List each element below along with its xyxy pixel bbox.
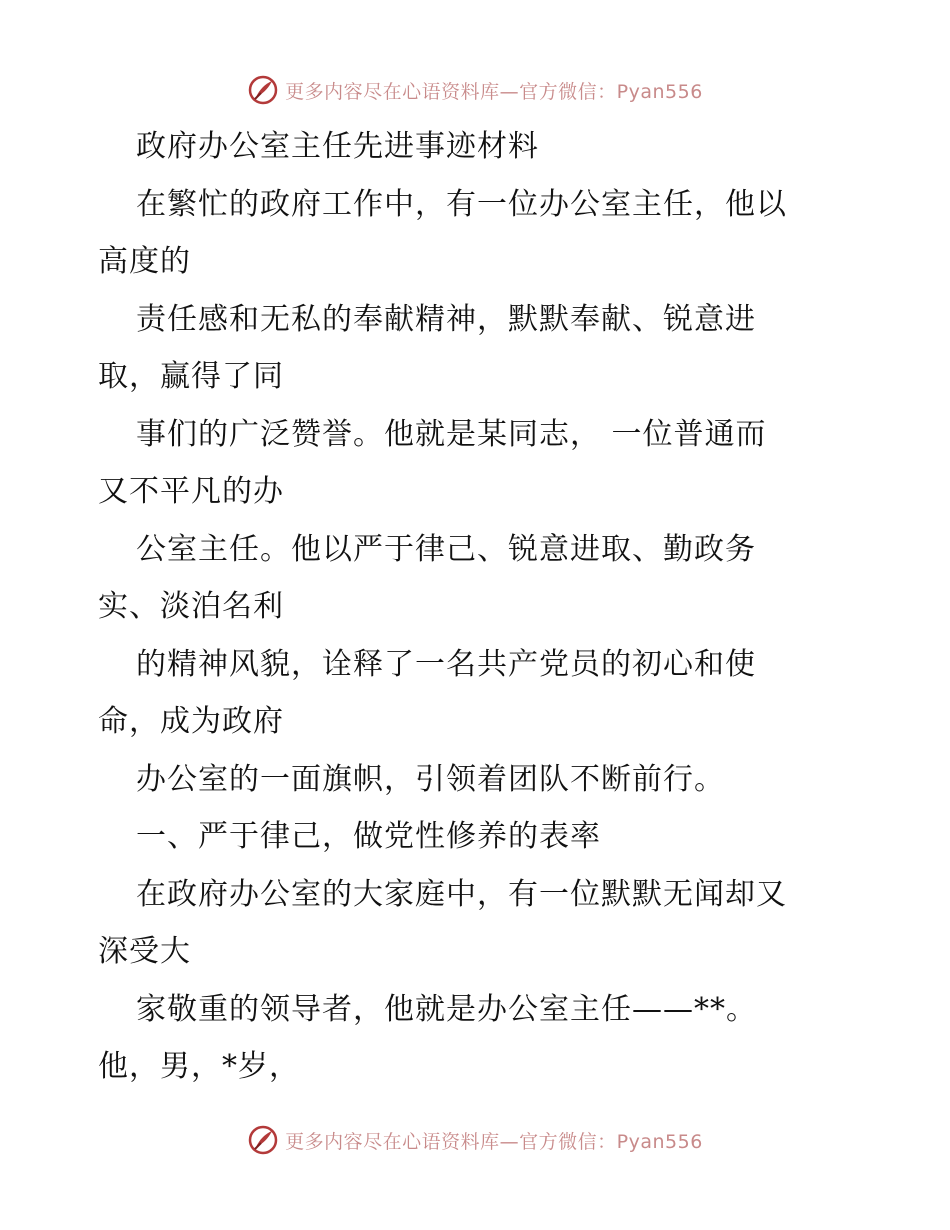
feather-quill-logo-icon	[247, 74, 279, 106]
banner-text: 更多内容尽在心语资料库—官方微信：Pyan556	[285, 1130, 703, 1153]
paragraph-line: 公室主任。他以严于律己、锐意进取、勤政务	[136, 531, 756, 567]
paragraph-line: 命，成为政府	[98, 704, 284, 739]
section-heading: 一、严于律己，做党性修养的表率	[136, 819, 601, 854]
document-body	[98, 118, 858, 1096]
paragraph-line: 在繁忙的政府工作中，有一位办公室主任，他以	[136, 186, 787, 222]
paragraph-line: 事们的广泛赞誉。他就是某同志， 一位普通而	[136, 416, 767, 452]
footer-watermark-banner	[0, 1120, 950, 1160]
paragraph-line: 责任感和无私的奉献精神，默默奉献、锐意进	[136, 301, 756, 337]
paragraph-line: 办公室的一面旗帜，引领着团队不断前行。	[136, 761, 725, 797]
paragraph-line: 又不平凡的办	[98, 474, 284, 509]
paragraph-line: 深受大	[98, 934, 191, 969]
paragraph-line: 取，赢得了同	[98, 359, 284, 394]
banner-text: 更多内容尽在心语资料库—官方微信：Pyan556	[285, 80, 703, 103]
paragraph-line: 他，男，*岁，	[98, 1049, 300, 1084]
paragraph-line: 在政府办公室的大家庭中，有一位默默无闻却又	[136, 876, 787, 912]
paragraph-line: 实、淡泊名利	[98, 589, 284, 624]
document-title: 政府办公室主任先进事迹材料	[136, 129, 539, 164]
paragraph-line: 的精神风貌，诠释了一名共产党员的初心和使	[136, 646, 756, 682]
paragraph-line: 家敬重的领导者，他就是办公室主任——**。	[136, 991, 757, 1027]
paragraph-line: 高度的	[98, 244, 191, 279]
header-watermark-banner	[0, 70, 950, 110]
feather-quill-logo-icon	[247, 1124, 279, 1156]
